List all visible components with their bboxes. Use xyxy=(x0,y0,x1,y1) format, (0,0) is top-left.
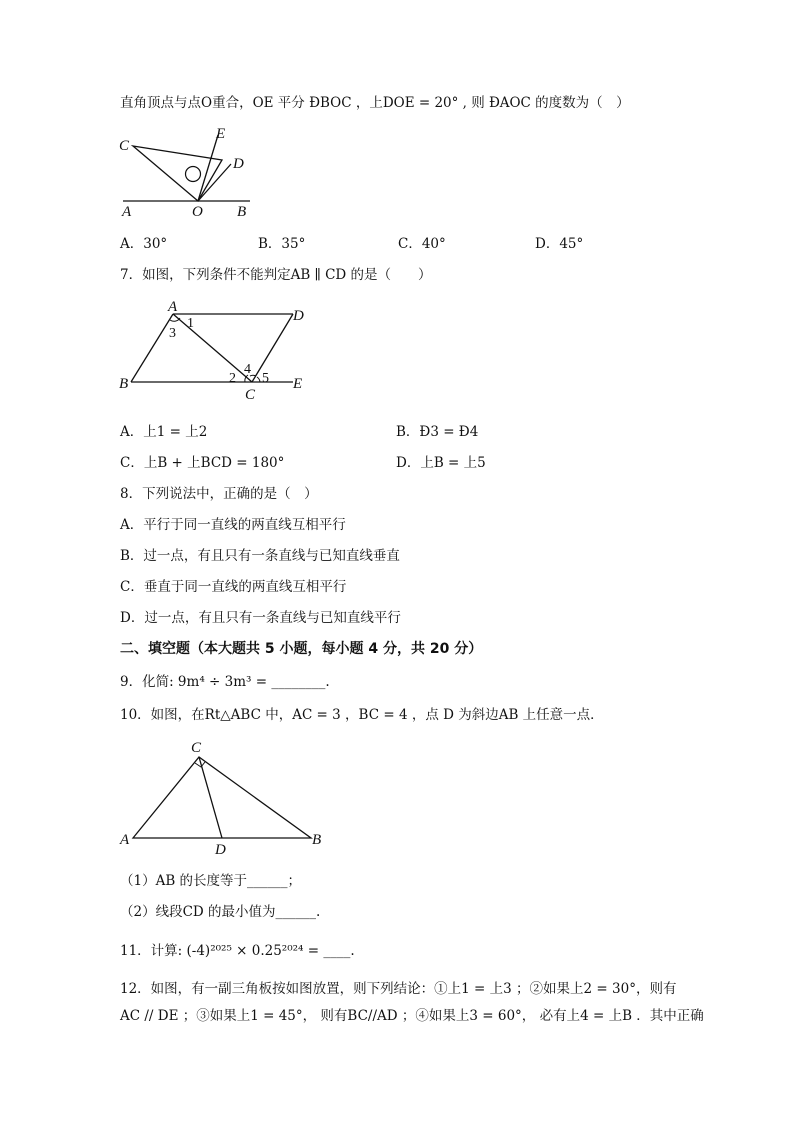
q7-seg-ab xyxy=(131,314,173,382)
q6-label-c: C xyxy=(119,138,130,154)
q10-part-2: （2）线段CD 的最小值为______. xyxy=(120,904,321,920)
q8-option-d[interactable]: D．过一点，有且只有一条直线与已知直线平行 xyxy=(120,610,401,626)
q7-angle-2: 2 xyxy=(229,371,236,386)
q7-figure xyxy=(115,296,315,406)
q7-stem: 7．如图，下列条件不能判定AB ∥ CD 的是（ ） xyxy=(120,267,432,283)
q6-triangle xyxy=(133,146,222,201)
q7-label-c: C xyxy=(245,387,256,403)
q6-option-a[interactable]: A．30° xyxy=(120,236,168,252)
q10-label-b: B xyxy=(312,832,322,848)
q12-line-2: AC // DE ；③如果上1 = 45°， 则有BC//AD ；④如果上3 = 60°， 必有上4 = 上B ．其中正确 xyxy=(120,1008,704,1024)
q6-ray-oe xyxy=(198,135,218,201)
q6-triangle-hole xyxy=(186,167,201,182)
q8-option-c[interactable]: C．垂直于同一直线的两直线互相平行 xyxy=(120,579,347,595)
q7-angle-4: 4 xyxy=(244,362,251,377)
q7-angle-1: 1 xyxy=(187,316,194,331)
q7-angle-5: 5 xyxy=(262,371,269,386)
q6-label-a: A xyxy=(122,204,132,220)
q7-option-b[interactable]: B．Ð3 = Ð4 xyxy=(396,424,479,440)
q7-label-a: A xyxy=(168,299,178,315)
q6-option-d[interactable]: D．45° xyxy=(535,236,584,252)
q8-option-b[interactable]: B．过一点，有且只有一条直线与已知直线垂直 xyxy=(120,548,400,564)
q11-stem: 11．计算: (-4)²⁰²⁵ × 0.25²⁰²⁴ = ____. xyxy=(120,943,355,959)
q7-option-d[interactable]: D．上B = 上5 xyxy=(396,455,486,471)
q7-label-d: D xyxy=(293,308,304,324)
q8-option-a[interactable]: A．平行于同一直线的两直线互相平行 xyxy=(120,517,346,533)
q12-line-1: 12．如图，有一副三角板按如图放置，则下列结论：①上1 = 上3 ；②如果上2 = 30°，则有 xyxy=(120,981,677,997)
q10-triangle-abc xyxy=(133,757,311,838)
q6-label-o: O xyxy=(192,204,203,220)
q10-label-c: C xyxy=(191,740,202,756)
q10-label-d: D xyxy=(215,842,226,858)
q6-label-d: D xyxy=(233,156,244,172)
section-2-heading: 二、填空题（本大题共 5 小题，每小题 4 分，共 20 分） xyxy=(120,641,483,657)
q10-part-1: （1）AB 的长度等于______； xyxy=(120,873,302,889)
q7-seg-ac xyxy=(173,314,252,382)
q10-figure xyxy=(115,736,330,856)
q7-angle-3: 3 xyxy=(169,326,176,341)
q7-label-e: E xyxy=(293,376,303,392)
q10-seg-cd xyxy=(199,757,222,838)
q6-option-b[interactable]: B．35° xyxy=(258,236,306,252)
q6-label-e: E xyxy=(216,126,226,142)
q6-figure xyxy=(115,124,275,224)
q7-option-c[interactable]: C．上B + 上BCD = 180° xyxy=(120,455,285,471)
q10-stem: 10．如图，在Rt△ABC 中，AC = 3 ，BC = 4 ，点 D 为斜边AB 上任意一点． xyxy=(120,707,604,723)
q6-option-c[interactable]: C．40° xyxy=(398,236,446,252)
q6-label-b: B xyxy=(237,204,247,220)
q7-label-b: B xyxy=(119,376,129,392)
q8-stem: 8．下列说法中，正确的是（ ） xyxy=(120,486,318,502)
q7-seg-cd xyxy=(252,314,293,382)
q9-stem: 9．化简: 9m⁴ ÷ 3m³ = ________. xyxy=(120,674,330,690)
q7-option-a[interactable]: A．上1 = 上2 xyxy=(120,424,208,440)
q6-stem: 直角顶点与点O重合，OE 平分 ÐBOC ，上DOE = 20° , 则 ÐAOC 的度数为（ ） xyxy=(120,95,630,111)
q7-angle-arc-5 xyxy=(257,377,260,382)
q10-label-a: A xyxy=(120,832,130,848)
